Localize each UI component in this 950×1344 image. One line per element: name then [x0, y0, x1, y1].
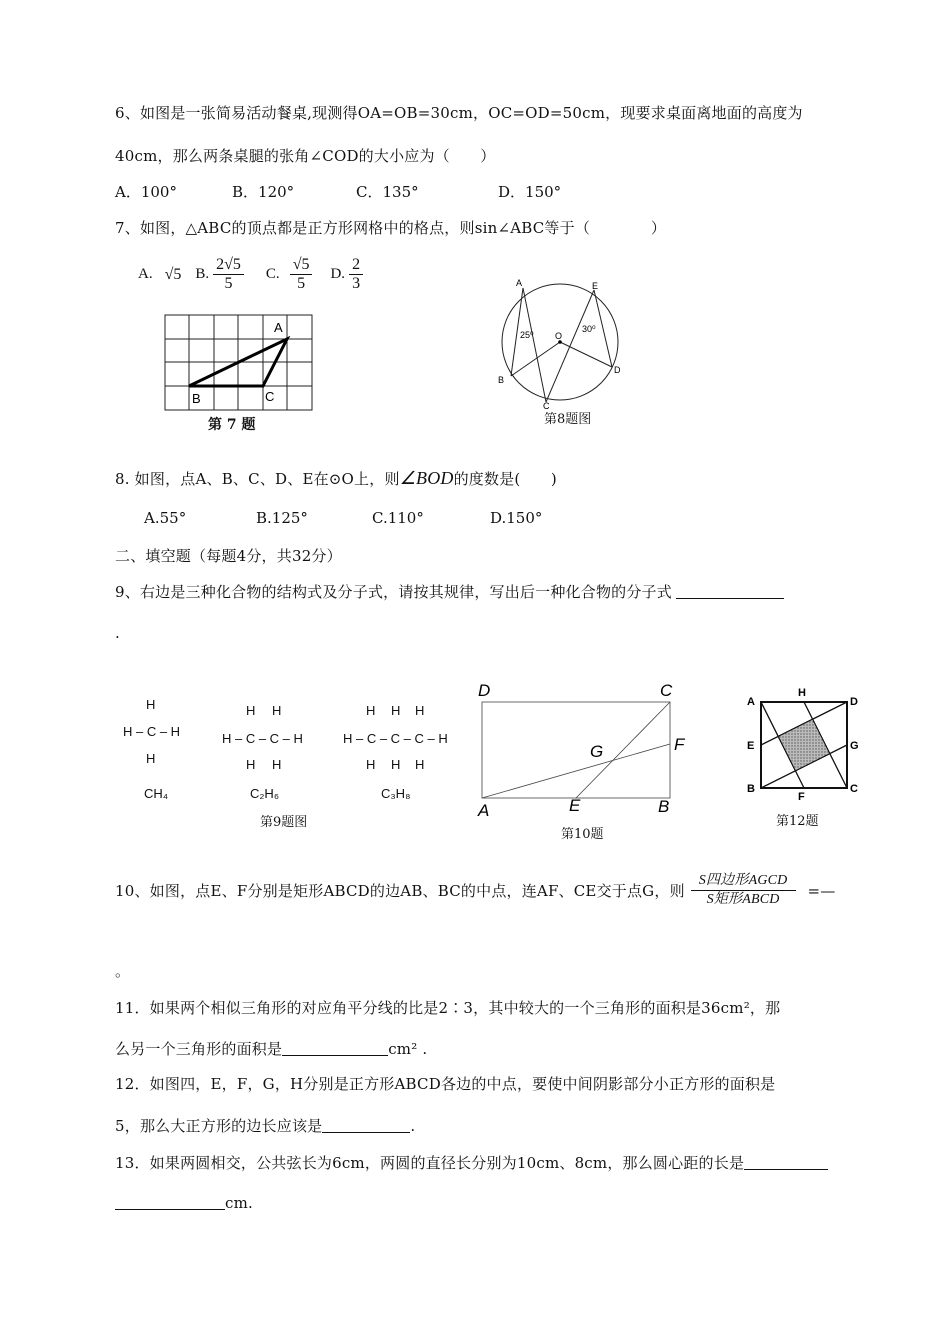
q7-option-c-label: C.: [265, 266, 280, 282]
fig12-label-f: F: [798, 791, 805, 802]
q11-answer-blank[interactable]: [282, 1039, 388, 1056]
fig10-label-d: D: [478, 681, 491, 700]
figure-10-rectangle: [474, 678, 704, 818]
fig12-label-b: B: [747, 783, 755, 795]
q6-line1: 6、如图是一张简易活动餐桌,现测得OA=OB=30cm，OC=OD=50cm，现要求桌面离地面的高度为: [115, 104, 803, 122]
fig10-label-g: G: [590, 742, 604, 761]
q6-line2: 40cm，那么两条桌腿的张角∠COD的大小应为（ ）: [115, 147, 496, 165]
fig9-caption: 第9题图: [260, 815, 308, 830]
q7-option-a-value: √5: [164, 265, 182, 283]
q8-angle-expr: ∠BOD: [399, 468, 454, 488]
q7-option-a-label: A.: [138, 266, 153, 282]
q7-option-d-label: D.: [330, 266, 346, 282]
fig12-label-d: D: [850, 696, 858, 708]
q7-option-d-fraction: $\frac{2}{3}$: [349, 256, 363, 293]
fig7-label-b: B: [192, 391, 201, 406]
fig12-label-a: A: [747, 696, 755, 708]
q6-option-a: A．100°: [115, 183, 177, 201]
q7-option-b-label: B.: [195, 266, 210, 282]
fig7-label-a: A: [274, 320, 283, 335]
q10-line2: 。: [115, 962, 131, 980]
q6-option-b: B．120°: [232, 183, 295, 201]
fig10-caption: 第10题: [561, 827, 604, 842]
fig12-label-h: H: [798, 687, 806, 699]
q10-fraction: $\frac{\text{S四边形AGCD}}{\text{S矩形ABCD}}$: [691, 872, 796, 909]
fig8-label-o: O: [555, 331, 563, 341]
fig7-label-c: C: [265, 389, 275, 404]
fig8-label-d: D: [614, 365, 621, 375]
q8-line1: [115, 468, 557, 489]
fig8-label-c: C: [543, 401, 550, 410]
fig12-label-g: G: [850, 740, 859, 752]
fig10-label-b: B: [658, 797, 670, 816]
q12-line1: 12．如图四，E，F，G，H分别是正方形ABCD各边的中点，要使中间阴影部分小正方形的面积是: [115, 1075, 776, 1093]
fig10-label-e: E: [569, 796, 581, 815]
figure-12-square: [740, 682, 862, 802]
q11-line1: 11．如果两个相似三角形的对应角平分线的比是2∶3，其中较大的一个三角形的面积是36cm²，那: [115, 999, 781, 1017]
q9-line1: 9、右边是三种化合物的结构式及分子式，请按其规律，写出后一种化合物的分子式: [115, 581, 784, 602]
q7-option-c-fraction: $\frac{√5}{5}$: [290, 256, 313, 293]
q8-option-d: D.150°: [490, 509, 543, 527]
q13-line2: cm.: [115, 1193, 253, 1212]
q10-line1: 10、如图，点E、F分别是矩形ABCD的边AB、BC的中点，连AF、CE交于点G，则 $\frac{\text{S四边形AGCD}}{\text{S矩形ABCD}}$ =—: [115, 873, 836, 907]
fig7-caption: 第 7 题: [208, 417, 256, 433]
q7-options: [138, 256, 367, 293]
molecule-c3h8: H H H H – C – C – C – H H H H: [343, 703, 448, 772]
q8-option-a: A.55°: [144, 509, 187, 527]
q6-option-d: D．150°: [498, 183, 562, 201]
q11-line2: 么另一个三角形的面积是 cm² .: [115, 1040, 428, 1058]
q13-line1: 13．如果两圆相交，公共弦长为6cm，两圆的直径长分别为10cm、8cm，那么圆心距的长是: [115, 1152, 828, 1173]
fig8-label-e: E: [592, 281, 599, 291]
fig8-label-a: A: [516, 278, 523, 288]
formula-c2h6: C₂H₆: [250, 786, 280, 801]
fig8-angle-25: 25⁰: [520, 330, 534, 340]
fig12-caption: 第12题: [776, 814, 819, 829]
figure-8-circle: [490, 275, 630, 410]
q8-option-b: B.125°: [256, 509, 308, 527]
fig8-label-b: B: [498, 375, 505, 385]
q12-answer-blank[interactable]: [322, 1116, 410, 1133]
q7-option-b-fraction: $\frac{2√5}{5}$: [213, 256, 244, 293]
molecule-c2h6: H H H – C – C – H H H: [222, 703, 303, 772]
fig8-angle-30: 30⁰: [582, 324, 596, 334]
q9-line2: .: [115, 624, 120, 642]
q12-line2: 5，那么大正方形的边长应该是 .: [115, 1117, 416, 1135]
q10-tail: =—: [807, 881, 836, 900]
molecule-ch4: H H – C – H H: [123, 697, 181, 766]
q8-text-post: 的度数是( ): [453, 470, 557, 488]
q8-text-pre: 8. 如图，点A、B、C、D、E在⊙O上，则: [115, 470, 400, 488]
fig10-label-a: A: [478, 801, 490, 818]
q7-line1: 7、如图，△ABC的顶点都是正方形网格中的格点，则sin∠ABC等于（ ）: [115, 219, 667, 237]
formula-c3h8: C₃H₈: [381, 786, 411, 801]
q13-answer-blank-1[interactable]: [744, 1153, 828, 1170]
fig12-label-e: E: [747, 740, 755, 752]
fig10-label-c: C: [660, 681, 673, 700]
formula-ch4: CH₄: [144, 786, 169, 801]
q8-option-c: C.110°: [372, 509, 424, 527]
fig12-label-c: C: [850, 783, 858, 795]
fig8-caption: 第8题图: [544, 412, 592, 427]
q6-option-c: C．135°: [356, 183, 419, 201]
q9-answer-blank[interactable]: [676, 582, 784, 599]
section-2-heading: 二、填空题（每题4分，共32分）: [115, 547, 342, 565]
q13-answer-blank-2[interactable]: [115, 1193, 225, 1210]
fig10-label-f: F: [674, 735, 685, 754]
